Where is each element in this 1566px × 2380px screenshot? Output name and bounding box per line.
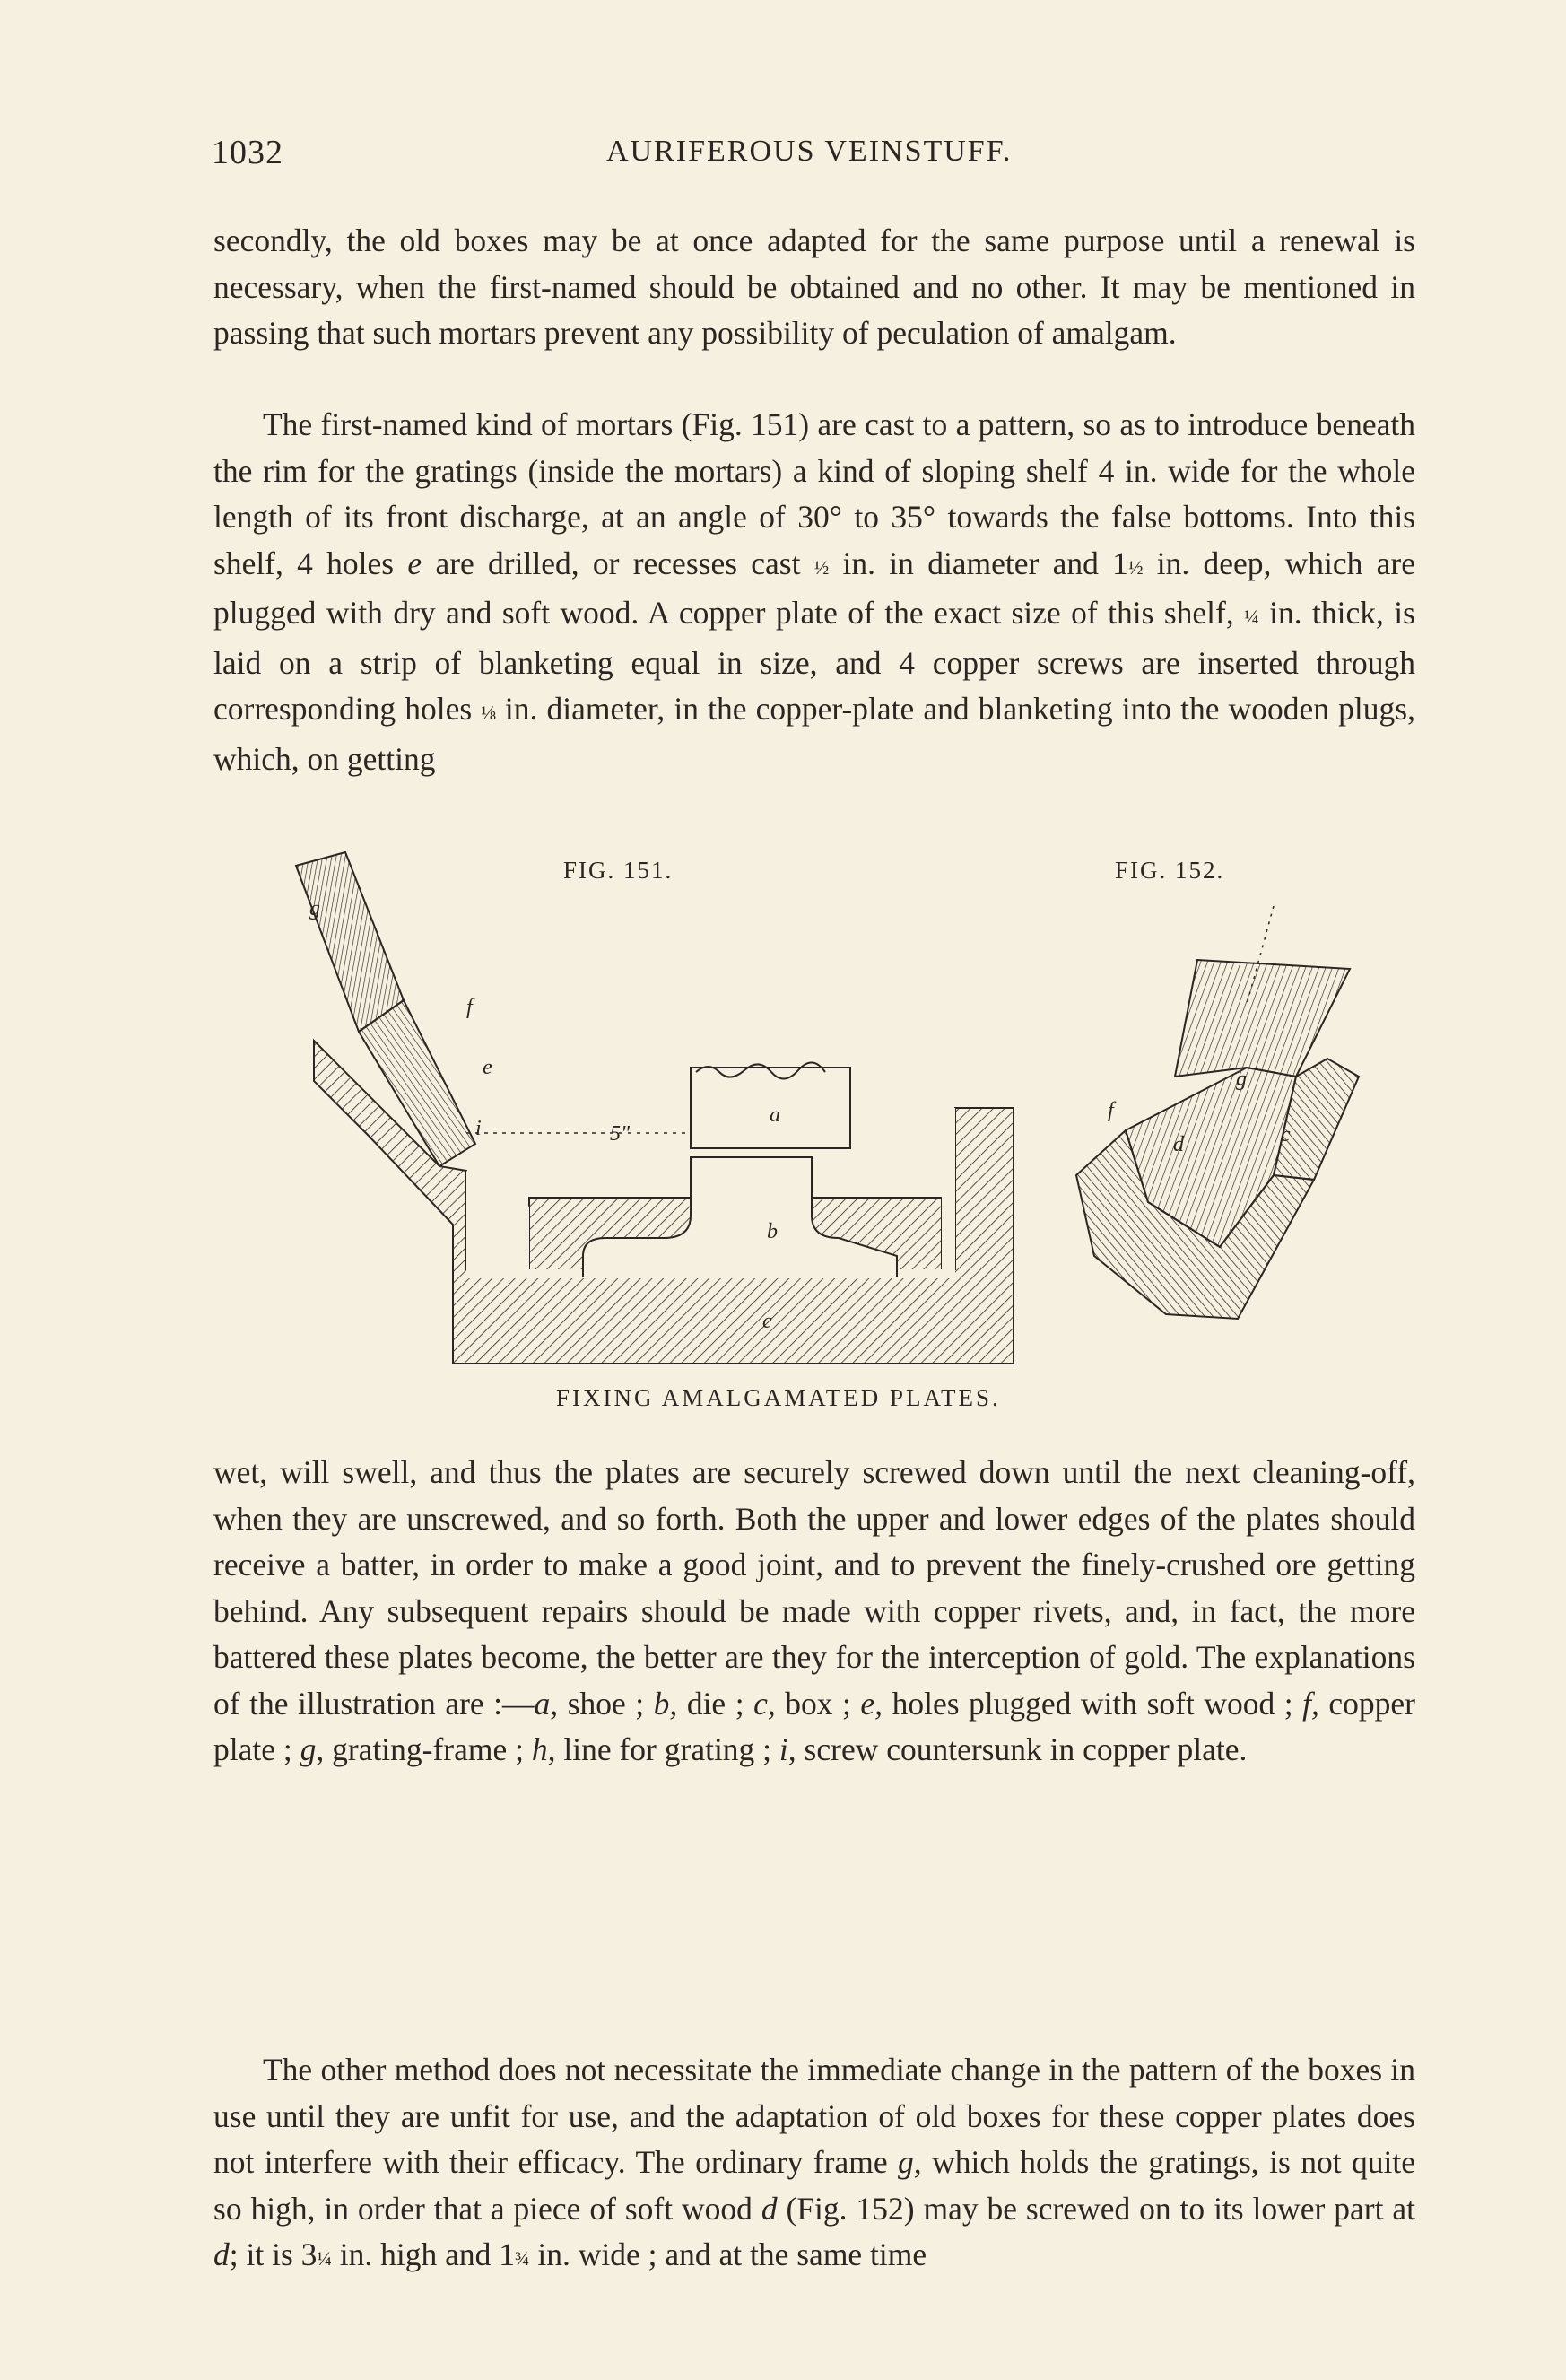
- text-run: die ;: [677, 1685, 754, 1722]
- text-run: copper plate ;: [213, 1685, 1415, 1767]
- italic-letter: d: [761, 2190, 778, 2227]
- label-a: a: [770, 1103, 780, 1127]
- text-run: line for grating ;: [555, 1731, 779, 1767]
- fraction: ¼: [317, 2247, 332, 2270]
- text-run: screw countersunk in copper plate.: [796, 1731, 1248, 1767]
- fraction: ¼: [1244, 606, 1259, 628]
- fig151-mortar-section: [260, 848, 1031, 1377]
- italic-letter: c,: [753, 1685, 776, 1722]
- grating-frame: [296, 852, 404, 1032]
- text-run: The other method does not necessitate the immediate change in the pattern of the boxes in use until they are unfit for use, and the adaptation of old boxes for these copper plates does not interfere with their efficacy. The ordinary frame: [213, 2052, 1415, 2180]
- text-run: grating-frame ;: [324, 1731, 532, 1767]
- italic-letter: i,: [779, 1731, 796, 1767]
- text-run: wet, will swell, and thus the plates are securely screwed down until the next cleaning-off, when they are unscrewed, and so forth. Both the upper and lower edges of the plates should receive a batter, in order to make a good joint, and to prevent the finely-crushed ore getting behind. Any subsequent repairs should be made with copper rivets, and, in fact, the more battered these plates become, the better are they for the interception of gold. The explanations of the illustration are :—: [213, 1454, 1415, 1722]
- text-run: in. deep, which are plugged with dry and soft wood. A copper plate of the exact size of this shelf,: [213, 545, 1416, 631]
- dimension-label: 5": [610, 1122, 631, 1146]
- label-f: f: [466, 996, 473, 1019]
- text-run: shoe ;: [558, 1685, 654, 1722]
- fraction: ⅛: [481, 702, 496, 724]
- fig151-caption: FIG. 151.: [563, 857, 674, 884]
- fig152-caption: FIG. 152.: [1115, 857, 1225, 884]
- text-run: which holds the gratings, is not quite so high, in order that a piece of soft wood: [213, 2144, 1415, 2227]
- text-run: (Fig. 152) may be screwed on to its lower part at: [777, 2190, 1416, 2227]
- label-g: g: [1236, 1068, 1247, 1091]
- italic-letter: e: [407, 545, 422, 581]
- text-run: in. diameter, in the copper-plate and blanketing into the wooden plugs, which, on getting: [213, 691, 1415, 777]
- text-run: holes plugged with soft wood ;: [883, 1685, 1303, 1722]
- italic-letter: g,: [898, 2144, 922, 2180]
- running-header: [212, 133, 1414, 178]
- italic-letter: a,: [534, 1685, 559, 1722]
- text-run: The first-named kind of mortars (Fig. 151) are cast to a pattern, so as to introduce beneath the rim for the gratings (inside the mortars) a kind of sloping shelf 4 in. wide for the whole length of its front discharge, at an angle of 30° to 35° towards the false bottoms. Into this shelf, 4 holes: [213, 406, 1415, 581]
- paragraph-1: [213, 218, 1415, 357]
- label-d: d: [1173, 1133, 1184, 1156]
- label-c: c: [762, 1310, 772, 1333]
- text-run: in. thick, is laid on a strip of blanketing equal in size, and 4 copper screws are inserted through corresponding holes: [213, 595, 1415, 727]
- page-number: 1032: [212, 134, 283, 171]
- running-title: AURIFEROUS VEINSTUFF.: [606, 135, 1013, 168]
- paragraph-4: [213, 2047, 1415, 2282]
- italic-letter: g,: [300, 1731, 325, 1767]
- italic-letter: f,: [1302, 1685, 1319, 1722]
- text-run: in. in diameter and 1: [829, 545, 1128, 581]
- label-i: i: [475, 1117, 482, 1140]
- label-c: c: [1281, 1123, 1291, 1146]
- text-run: in. high and 1: [331, 2236, 516, 2272]
- fraction: ¾: [515, 2247, 530, 2270]
- label-e: e: [483, 1056, 492, 1079]
- label-f: f: [1108, 1099, 1114, 1122]
- italic-letter: d: [213, 2236, 230, 2272]
- paragraph-2: [213, 402, 1415, 782]
- fig152-modified-box: [1040, 906, 1399, 1364]
- label-b: b: [767, 1220, 778, 1243]
- fraction: ½: [813, 555, 830, 579]
- text-run: in. wide ; and at the same time: [529, 2236, 927, 2272]
- fraction: ½: [1127, 555, 1144, 579]
- figure-caption: FIXING AMALGAMATED PLATES.: [556, 1384, 1001, 1411]
- text-run: box ;: [775, 1685, 861, 1722]
- italic-letter: e,: [860, 1685, 883, 1722]
- label-g: g: [309, 897, 320, 920]
- text-run: secondly, the old boxes may be at once adapted for the same purpose until a renewal is necessary, when the first-named should be obtained and no other. It may be mentioned in passing that such mortars prevent any possibility of peculation of amalgam.: [213, 222, 1415, 351]
- grating-frame: [1175, 960, 1350, 1077]
- italic-letter: b,: [653, 1685, 678, 1722]
- italic-letter: h,: [531, 1731, 556, 1767]
- text-run: ; it is 3: [229, 2236, 318, 2272]
- text-run: are drilled, or recesses cast: [422, 545, 814, 581]
- paragraph-3: [213, 1450, 1415, 1774]
